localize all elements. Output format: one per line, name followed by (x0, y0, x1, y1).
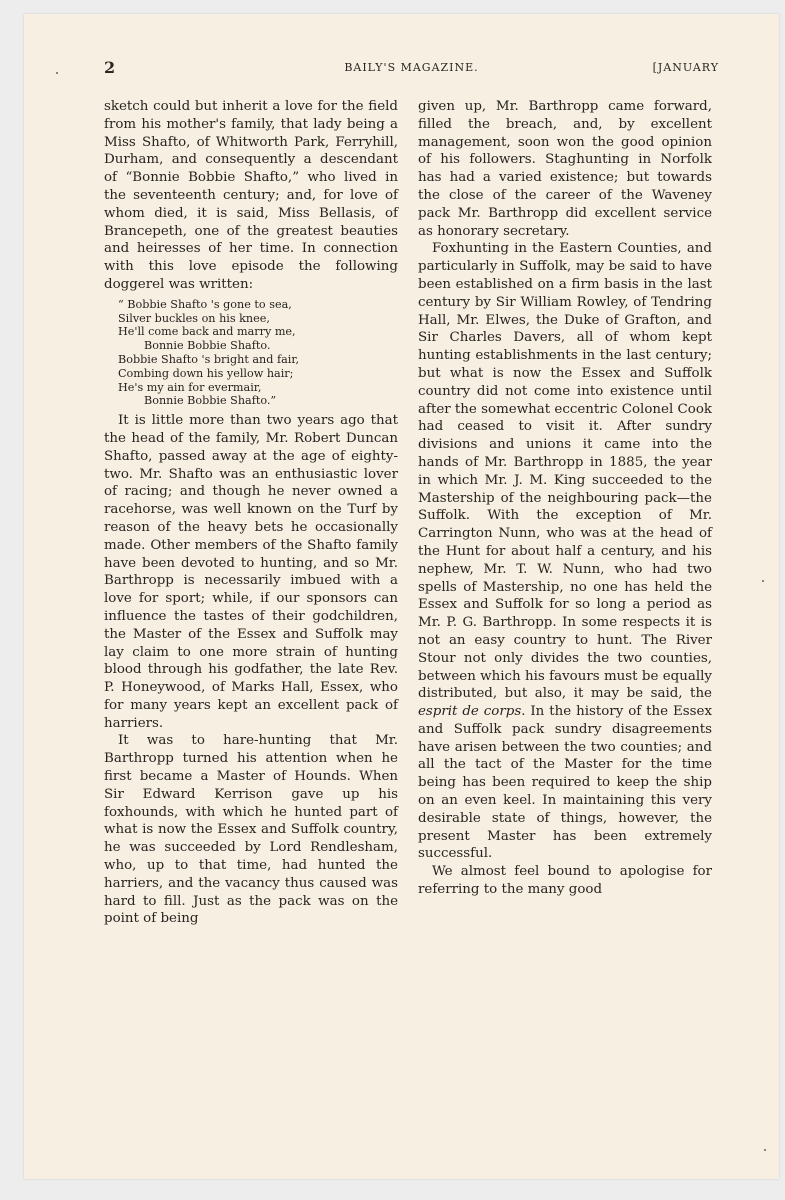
paper-speck (762, 580, 764, 582)
verse-line: “ Bobbie Shafto 's gone to sea, (118, 297, 292, 311)
magazine-page (24, 14, 779, 1179)
verse-line: Bonnie Bobbie Shafto. (144, 339, 271, 353)
verse-line: Silver buckles on his knee, (118, 311, 270, 325)
verse-line: He's my ain for evermair, (118, 380, 262, 394)
verse-line: Combing down his yellow hair; (118, 366, 294, 380)
verse-line: He'll come back and marry me, (118, 325, 296, 339)
right-column (418, 98, 712, 899)
italic-phrase: esprit de corps (418, 704, 522, 720)
left-paragraph-2: It is little more than two years ago that the head of the family, Mr. Robert Duncan Shafto, passed away at the age of eighty-two. Mr. Shafto was an enthusiastic lover of racing; and though he never owned a racehorse, was well known on the Turf by reason of the heavy bets he occasionally made. Other members of the Shafto family have been devoted to hunting, and so Mr. Barthropp is necessarily imbued with a love for sport; while, if our sponsors can influence the tastes of their godchildren, the Master of the Essex and Suffolk may lay claim to one more strain of hunting blood through his godfather, the late Rev. P. Honeywood, of Marks Hall, Essex, who for many years kept an excellent pack of harriers. (104, 413, 398, 731)
verse-line: Bonnie Bobbie Shafto.” (144, 394, 277, 408)
page-header (104, 58, 719, 80)
paper-speck (56, 72, 58, 74)
paragraph-text: . In the history of the Essex and Suffolk pack sundry disagreements have arisen between the two counties; and all the tact of the Master for the time being has been required to keep the ship on an even keel. In maintaining this very desirable state of things, however, the present Master has been extremely successful. (418, 704, 712, 862)
right-paragraph-3: We almost feel bound to apologise for referring to the many good (418, 864, 712, 898)
verse-line: Bobbie Shafto 's bright and fair, (118, 352, 300, 366)
page-number: 2 (104, 58, 116, 77)
running-month: [JANUARY (652, 61, 719, 74)
left-column (104, 98, 398, 928)
left-paragraph-3: It was to hare-hunting that Mr. Barthropp turned his attention when he first became a Master of Hounds. When Sir Edward Kerrison gave up his foxhounds, with which he hunted part of what is now the Essex and Suffolk country, he was succeeded by Lord Rendlesham, who, up to that time, had hunted the harriers, and the vacancy thus caused was hard to fill. Just as the pack was on the point of being (104, 733, 398, 927)
left-paragraph-1: sketch could but inherit a love for the field from his mother's family, that lady being a Miss Shafto, of Whitworth Park, Ferryhill, Durham, and consequently a descendant of “Bonnie Bobbie Shafto,” who lived in the seventeenth century; and, for love of whom died, it is said, Miss Bellasis, of Brancepeth, one of the greatest beauties and heiresses of her time. In connection with this love episode the following doggerel was written: (104, 99, 398, 292)
running-title: BAILY'S MAGAZINE. (344, 61, 479, 74)
paragraph-text: Foxhunting in the Eastern Counties, and particularly in Suffolk, may be said to have been established on a firm basis in the last century by Sir William Rowley, of Tendring Hall, Mr. Elwes, the Duke of Grafton, and Sir Charles Davers, all of whom kept hunting establishments in the last century; but what is now the Essex and Suffolk country did not come into existence until after the somewhat eccentric Colonel Cook had ceased to visit it. After sundry divisions and unions it came into the hands of Mr. Barthropp in 1885, the year in which Mr. J. M. King succeeded to the Mastership of the neighbouring pack—the Suffolk. With the exception of Mr. Carrington Nunn, who was at the head of the Hunt for about half a century, and his nephew, Mr. T. W. Nunn, who had two spells of Mastership, no one has held the Essex and Suffolk for so long a period as Mr. P. G. Barthropp. In some respects it is not an easy country to hunt. The River Stour not only divides the two counties, between which his favours must be equally distributed, but also, it may be said, the (418, 241, 712, 702)
right-paragraph-1: given up, Mr. Barthropp came forward, filled the breach, and, by excellent management, soon won the good opinion of his followers. Staghunting in Norfolk has had a varied existence; but towards the close of the career of the Waveney pack Mr. Barthropp did excellent service as honorary secretary. (418, 99, 712, 239)
doggerel-verse (118, 298, 398, 408)
paper-speck (764, 1149, 766, 1151)
right-paragraph-2 (418, 240, 712, 863)
